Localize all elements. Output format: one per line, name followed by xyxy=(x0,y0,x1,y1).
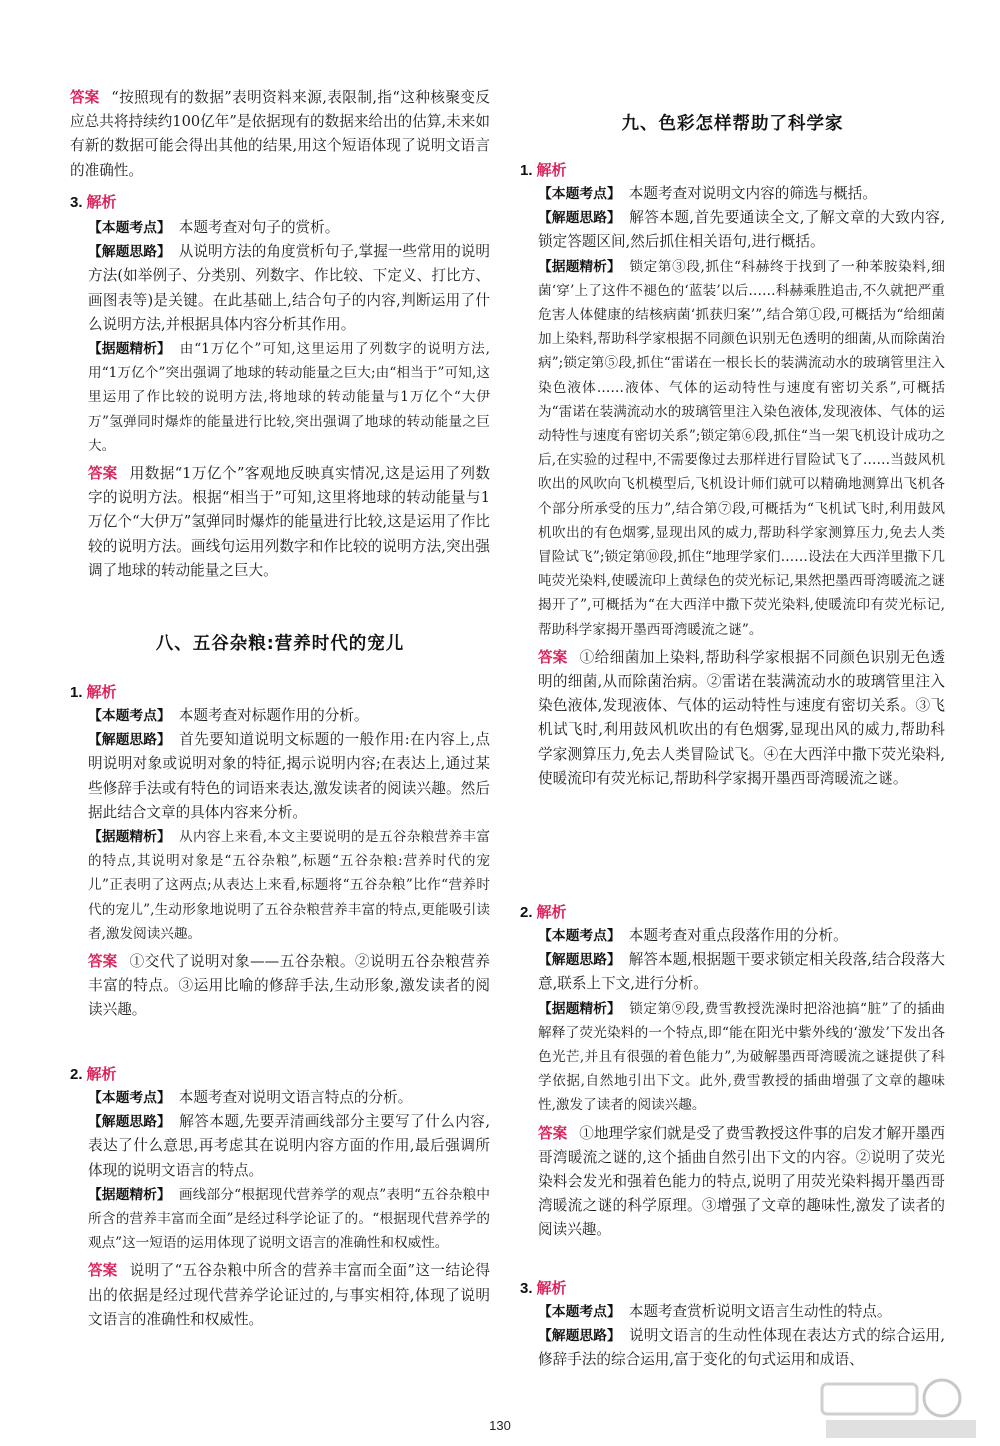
question-number: 3. xyxy=(70,194,83,211)
answer-tag: 答案 xyxy=(538,1124,568,1142)
answer-block xyxy=(70,86,490,183)
section-8-question-1-heading xyxy=(70,680,490,705)
thinking-text: 说明文语言的生动性体现在表达方式的综合运用,修辞手法的综合运用,富于变化的句式运用和成语、 xyxy=(538,1327,945,1369)
focus-tag: 【本题考点】 xyxy=(538,186,621,202)
section-9-question-1-body xyxy=(520,182,945,791)
section-8-question-2-heading xyxy=(70,1062,490,1087)
analysis-label: 解析 xyxy=(86,1065,117,1083)
thinking-text: 解答本题,首先要通读全文,了解文章的大致内容,锁定答题区间,然后抓住相关语句,进行概括。 xyxy=(538,209,945,251)
answer-text: ①交代了说明对象——五谷杂粮。②说明五谷杂粮营养丰富的特点。③运用比喻的修辞手法,生动形象,激发读者的阅读兴趣。 xyxy=(88,953,490,1019)
detail-text: 锁定第③段,抓住“科赫终于找到了一种苯胺染料,细菌‘穿’上了这件不褪色的‘蓝装’以后……科赫乘胜追击,不久就把严重危害人体健康的结核病菌‘抓获归案’”,结合第①段,可概括为“给细菌加上染料,帮助科学家根据不同颜色识别无色透明的细菌,从而除菌治病”;锁定第⑤段,抓住“雷诺在一根长长的装满流动水的玻璃管里注入染色液体……液体、气体的运动特性与速度有密切关系”,可概括为“雷诺在装满流动水的玻璃管里注入染色液体,发现液体、气体的运动特性与速度有密切关系”;锁定第⑥段,抓住“当一架飞机设计成功之后,在实验的过程中,不需要像过去那样进行冒险试飞了……当鼓风机吹出的风吹向飞机模型后,飞机设计师们就可以精确地测算出飞机各个部分所承受的压力”,结合第⑦段,可概括为“飞机试飞时,利用鼓风机吹出的有色烟雾,显现出风的威力,帮助科学家测算压力,免去人类冒险试飞”;锁定第⑩段,抓住“地理学家们……设法在大西洋里撒下几吨荧光染料,使暖流印上黄绿色的荧光标记,果然把墨西哥湾暖流之谜揭开了”,可概括为“在大西洋中撒下荧光染料,使暖流印有荧光标记,帮助科学家揭开墨西哥湾暖流之谜”。 xyxy=(538,258,945,638)
analysis-label: 解析 xyxy=(86,193,117,211)
detail-text: 画线部分“根据现代营养学的观点”表明“五谷杂粮中所含的营养丰富而全面”是经过科学论证了的。“根据现代营养学的观点”这一短语的运用体现了说明文语言的准确性和权威性。 xyxy=(88,1186,490,1252)
focus-text: 本题考查赏析说明文语言生动性的特点。 xyxy=(628,1303,892,1320)
question-number: 1. xyxy=(70,684,83,701)
thinking-tag: 【解题思路】 xyxy=(88,1114,171,1131)
analysis-label: 解析 xyxy=(536,161,567,179)
thinking-text: 首先要知道说明文标题的一般作用:在内容上,点明说明对象或说明对象的特征,揭示说明内容;在表达上,通过某些修辞手法或有特色的词语来表达,激发读者的阅读兴趣。然后据此结合文章的具体内容来分析。 xyxy=(88,731,490,821)
focus-tag: 【本题考点】 xyxy=(88,1090,171,1106)
focus-text: 本题考查对标题作用的分析。 xyxy=(178,707,369,724)
focus-tag: 【本题考点】 xyxy=(88,220,171,236)
question-number: 2. xyxy=(520,904,533,921)
focus-text: 本题考查对说明文语言特点的分析。 xyxy=(178,1089,413,1106)
section-9-question-2-body xyxy=(520,924,945,1243)
section-8-question-2-body xyxy=(70,1086,490,1332)
section-title-8: 八、五谷杂粮:营养时代的宠儿 xyxy=(155,634,405,654)
question-3-body xyxy=(70,216,490,583)
focus-text: 本题考查对说明文内容的筛选与概括。 xyxy=(628,185,877,202)
detail-tag: 【据题精析】 xyxy=(88,829,171,846)
watermark-logo xyxy=(812,1372,992,1442)
analysis-label: 解析 xyxy=(86,683,117,701)
answer-text: “按照现有的数据”表明资料来源,表限制,指“这种核聚变反应总共将持续约100亿年”是依据现有的数据来给出的估算,未来如有新的数据可能会得出其他的结果,用这个短语体现了说明文语言的准确性。 xyxy=(70,89,490,179)
answer-text: 用数据“1万亿个”客观地反映真实情况,这是运用了列数字的说明方法。根据“相当于”可知,这里将地球的转动能量与1万亿个“大伊万”氢弹同时爆炸的能量进行比较,这是运用了作比较的说明方法。画线句运用列数字和作比较的说明方法,突出强调了地球的转动能量之巨大。 xyxy=(88,465,490,579)
answer-tag: 答案 xyxy=(538,648,568,666)
section-9-question-3-heading xyxy=(520,1276,945,1301)
detail-text: 由“1万亿个”可知,这里运用了列数字的说明方法,用“1万亿个”突出强调了地球的转动能量之巨大;由“相当于”可知,这里运用了作比较的说明方法,将地球的转动能量与1万亿个“大伊万”氢弹同时爆炸的能量进行比较,突出强调了地球的转动能量之巨大。 xyxy=(88,341,490,454)
thinking-tag: 【解题思路】 xyxy=(538,1328,621,1345)
thinking-text: 解答本题,先要弄清画线部分主要写了什么内容,表达了什么意思,再考虑其在说明内容方面的作用,最后强调所体现的说明文语言的特点。 xyxy=(88,1113,490,1179)
section-9-question-2-heading xyxy=(520,900,945,925)
focus-text: 本题考查对句子的赏析。 xyxy=(178,219,340,236)
detail-tag: 【据题精析】 xyxy=(538,258,621,275)
answer-tag: 答案 xyxy=(88,1262,118,1280)
answer-text: ①地理学家们就是受了费雪教授这件事的启发才解开墨西哥湾暖流之谜的,这个插曲自然引出下文的内容。②说明了荧光染料会发光和强着色能力的特点,说明了用荧光染料揭开墨西哥湾暖流之谜的科学原理。③增强了文章的趣味性,激发了读者的阅读兴趣。 xyxy=(538,1124,945,1239)
detail-tag: 【据题精析】 xyxy=(88,341,171,358)
focus-tag: 【本题考点】 xyxy=(88,708,171,724)
focus-text: 本题考查对重点段落作用的分析。 xyxy=(628,927,848,944)
focus-tag: 【本题考点】 xyxy=(538,928,621,944)
section-9-question-1-heading xyxy=(520,158,945,183)
page-number: 130 xyxy=(489,1418,511,1433)
thinking-text: 解答本题,根据题干要求锁定相关段落,结合段落大意,联系上下文,进行分析。 xyxy=(538,951,945,993)
answer-tag: 答案 xyxy=(88,465,118,483)
section-9-question-3-body xyxy=(520,1300,945,1373)
detail-text: 锁定第⑨段,费雪教授洗澡时把浴池搞“脏”了的插曲解释了荧光染料的一个特点,即“能在阳光中紫外线的‘激发’下发出各色光芒,并且有很强的着色能力”,为破解墨西哥湾暖流之谜提供了科学依据,自然地引出下文。此外,费雪教授的插曲增强了文章的趣味性,激发了读者的阅读兴趣。 xyxy=(538,1000,945,1114)
detail-tag: 【据题精析】 xyxy=(538,1000,621,1017)
question-number: 1. xyxy=(520,162,533,179)
thinking-tag: 【解题思路】 xyxy=(88,732,171,749)
question-number: 3. xyxy=(520,1280,533,1297)
thinking-tag: 【解题思路】 xyxy=(88,244,171,261)
detail-tag: 【据题精析】 xyxy=(88,1186,171,1203)
analysis-label: 解析 xyxy=(536,1279,567,1297)
answer-tag: 答案 xyxy=(88,953,118,971)
detail-text: 从内容上来看,本文主要说明的是五谷杂粮营养丰富的特点,其说明对象是“五谷杂粮”,标题“五谷杂粮:营养时代的宠儿”正表明了这两点;从表达上来看,标题将“五谷杂粮”比作“营养时代的宠儿”,生动形象地说明了五谷杂粮营养丰富的特点,更能吸引读者,激发阅读兴趣。 xyxy=(88,829,490,942)
thinking-tag: 【解题思路】 xyxy=(538,952,621,969)
section-8-question-1-body xyxy=(70,704,490,1023)
thinking-text: 从说明方法的角度赏析句子,掌握一些常用的说明方法(如举例子、分类别、列数字、作比较、下定义、打比方、画图表等)是关键。在此基础上,结合句子的内容,判断运用了什么说明方法,并根据具体内容分析其作用。 xyxy=(88,243,490,333)
analysis-label: 解析 xyxy=(536,903,567,921)
focus-tag: 【本题考点】 xyxy=(538,1304,621,1320)
section-title-9: 九、色彩怎样帮助了科学家 xyxy=(621,114,844,134)
answer-text: ①给细菌加上染料,帮助科学家根据不同颜色识别无色透明的细菌,从而除菌治病。②雷诺在装满流动水的玻璃管里注入染色液体,发现液体、气体的运动特性与速度有密切关系。③飞机试飞时,利用鼓风机吹出的有色烟雾,显现出风的威力,帮助科学家测算压力,免去人类冒险试飞。④在大西洋中撒下荧光染料,使暖流印有荧光标记,帮助科学家揭开墨西哥湾暖流之谜。 xyxy=(538,648,945,787)
thinking-tag: 【解题思路】 xyxy=(538,210,621,227)
answer-tag: 答案 xyxy=(70,89,100,106)
question-number: 2. xyxy=(70,1066,83,1083)
question-3-heading xyxy=(70,190,490,215)
answer-text: 说明了“五谷杂粮中所含的营养丰富而全面”这一结论得出的依据是经过现代营养学论证过的,与事实相符,体现了说明文语言的准确性和权威性。 xyxy=(88,1262,490,1328)
